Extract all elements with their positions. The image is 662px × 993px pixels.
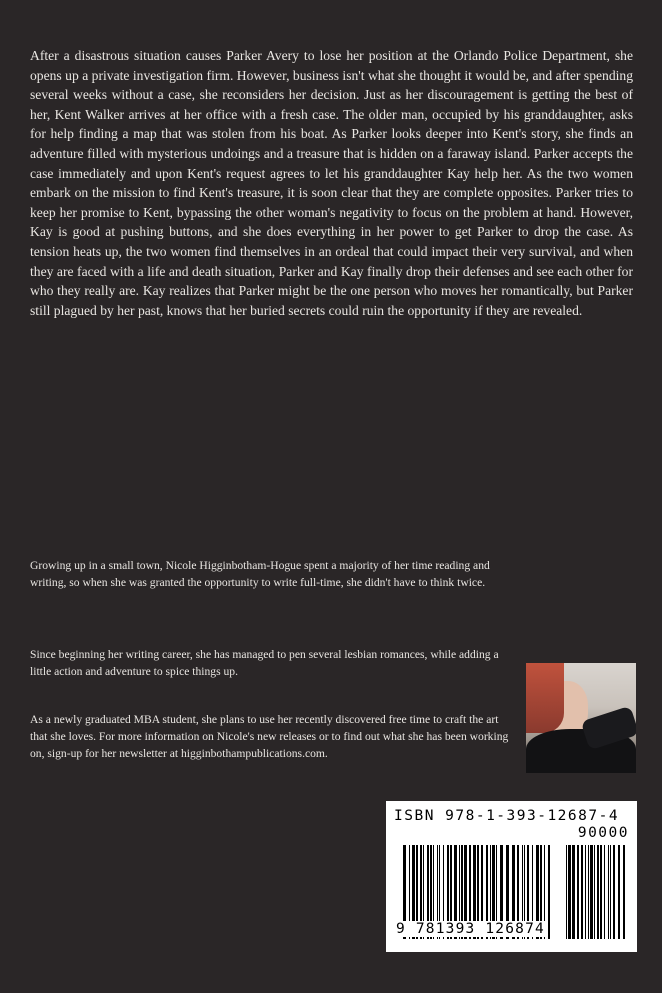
barcode-bar: [597, 845, 599, 939]
barcode-bar: [608, 845, 609, 939]
barcode-bar: [600, 845, 602, 939]
barcode-bar: [590, 845, 593, 939]
barcode-bar: [566, 845, 567, 939]
barcode-bar: [613, 845, 615, 939]
synopsis-text: After a disastrous situation causes Parker Avery to lose her position at the Orlando Police Department, she opens up a private investigation firm. However, business isn't what she thought it would be, and after spending several weeks without a case, she reconsiders her decision. Just as her discouragement is getting the best of her, Kent Walker arrives at her office with a fresh case. The older man, occupied by his granddaughter, asks for help finding a map that was stolen from his boat. As Parker looks deeper into Kent's story, she finds an adventure filled with mysterious undoings and a treasure that is hidden on a faraway island. Parker accepts the case immediately and upon Kent's request agrees to let his granddaughter Kay help her. As the two women embark on the mission to find Kent's treasure, it is soon clear that they are complete opposites. Parker tries to keep her promise to Kent, bypassing the other woman's negativity to focus on the problem at hand. However, Kay is good at pushing buttons, and she does everything in her power to get Parker to drop the case. As tension heats up, the two women find themselves in an ordeal that could impact their very survival, and when they are faced with a life and death situation, Parker and Kay finally drop their defenses and see each other for who they really are. Kay realizes that Parker might be the one person who moves her romantically, but Parker still plagued by her past, knows that her buried secrets could ruin the opportunity if they are revealed.: [30, 48, 633, 318]
barcode-bar: [577, 845, 579, 939]
addon-barcode-bars: [566, 845, 628, 939]
author-bio-paragraph: Since beginning her writing career, she has managed to pen several lesbian romances, while adding a little action and adventure to spice things up.: [30, 648, 499, 679]
barcode-digits: 9 781393 126874: [396, 921, 545, 937]
barcode-bar: [548, 845, 550, 939]
barcode-bar: [581, 845, 583, 939]
price-code: 90000: [577, 825, 629, 841]
barcode-bar: [594, 845, 595, 939]
isbn-barcode: [386, 801, 637, 952]
isbn-label: ISBN 978-1-393-12687-4: [394, 808, 620, 824]
author-hair: [526, 663, 564, 733]
barcode-bar: [568, 845, 571, 939]
author-bio-paragraph: Growing up in a small town, Nicole Higginbotham-Hogue spent a majority of her time reading and writing, so when she was granted the opportunity to write full-time, she didn't have to think twice.: [30, 559, 490, 590]
barcode-bar: [623, 845, 625, 939]
barcode-bar: [604, 845, 605, 939]
author-bio-paragraph: As a newly graduated MBA student, she plans to use her recently discovered free time to craft the art that she loves. For more information on Nicole's new releases or to find out what she has been working on, sign-up for her newsletter at higginbothampublications.com.: [30, 713, 509, 761]
barcode-bar: [588, 845, 589, 939]
barcode-bar: [610, 845, 611, 939]
author-photo: [526, 663, 636, 773]
barcode-bar: [585, 845, 586, 939]
barcode-bar: [572, 845, 575, 939]
barcode-bar: [618, 845, 620, 939]
